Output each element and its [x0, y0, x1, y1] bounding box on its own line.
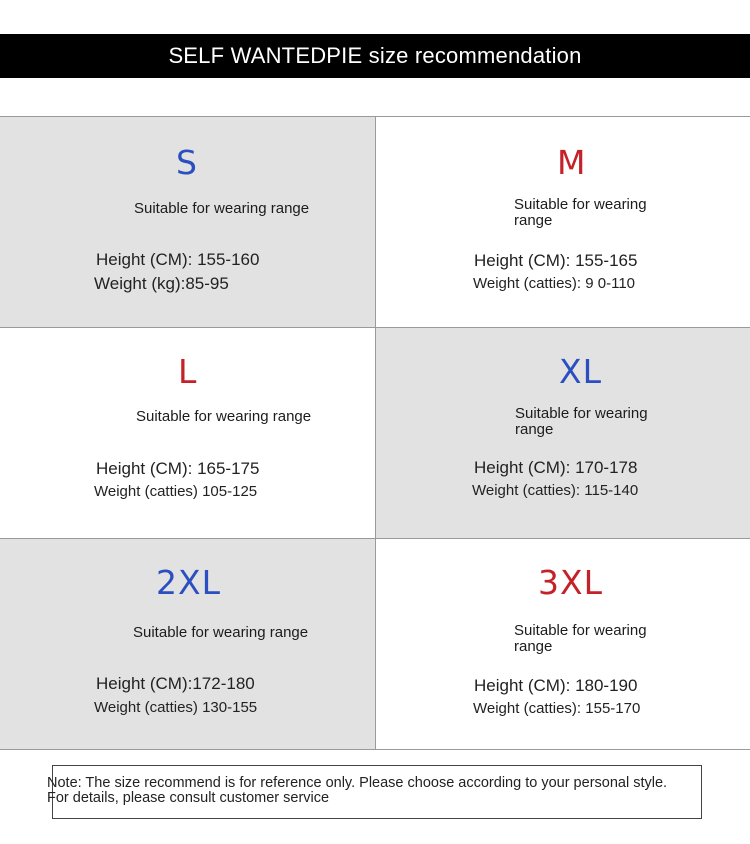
height-range: Height (CM): 155-160: [96, 250, 260, 269]
weight-range: Weight (catties): 9 0-110: [473, 275, 636, 292]
height-range: Height (CM): 165-175: [96, 459, 260, 478]
weight-range: Weight (catties): 115-140: [472, 482, 639, 499]
weight-range: Weight (catties) 105-125: [94, 483, 258, 500]
size-card-l: [0, 328, 375, 539]
size-label: S: [176, 143, 198, 182]
range-label: Suitable for wearing range: [514, 196, 647, 229]
range-label: Suitable for wearing range: [514, 622, 647, 655]
range-label: Suitable for wearing range: [515, 405, 648, 438]
size-card-3xl: [375, 539, 750, 750]
range-label: Suitable for wearing range: [134, 200, 310, 217]
note-line-1: Note: The size recommend is for reference only. Please choose according to your personal style.: [47, 775, 668, 791]
size-grid: [0, 116, 750, 751]
size-card-m: [375, 117, 750, 328]
size-note: [47, 776, 727, 806]
height-range: Height (CM): 170-178: [474, 458, 638, 477]
size-label: 3XL: [538, 563, 603, 602]
height-range: Height (CM):172-180: [96, 674, 255, 693]
size-label: 2XL: [156, 563, 221, 602]
size-card-2xl: [0, 539, 375, 750]
size-label: XL: [559, 352, 602, 391]
weight-range: Weight (kg):85-95: [94, 274, 229, 293]
height-range: Height (CM): 155-165: [474, 251, 638, 270]
range-label: Suitable for wearing range: [136, 408, 312, 425]
size-card-s: [0, 117, 375, 328]
range-label: Suitable for wearing range: [133, 624, 309, 641]
page-title: SELF WANTEDPIE size recommendation: [168, 43, 582, 68]
note-line-2: For details, please consult customer service: [47, 790, 330, 806]
size-card-xl: [375, 328, 750, 539]
page-title-bar: [0, 34, 750, 78]
weight-range: Weight (catties) 130-155: [94, 699, 258, 716]
weight-range: Weight (catties): 155-170: [473, 700, 641, 717]
size-label: L: [178, 352, 198, 391]
height-range: Height (CM): 180-190: [474, 676, 638, 695]
size-label: M: [557, 143, 587, 182]
